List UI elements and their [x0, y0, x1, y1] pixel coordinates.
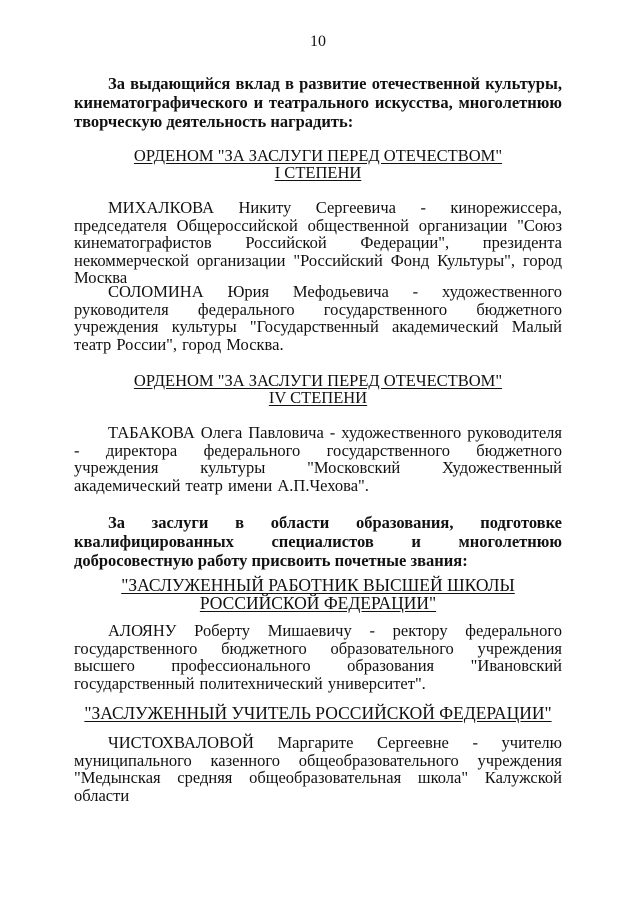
- recipient-entry: ЧИСТОХВАЛОВОЙ Маргарите Сергеевне - учителю муниципального казенного общеобразовательного учреждения "Медынская средняя общеобразовательная школа" Калужской области: [74, 733, 562, 805]
- award-heading-line: ОРДЕНОМ "ЗА ЗАСЛУГИ ПЕРЕД ОТЕЧЕСТВОМ": [133, 371, 503, 390]
- recipient-entry: СОЛОМИНА Юрия Мефодьевича - художественного руководителя федерального государственного бюджетного учреждения культуры "Государственный академический Малый театр России", город Москва.: [74, 282, 562, 354]
- section-intro-education: За заслуги в области образования, подготовке квалифицированных специалистов и многолетнюю добросовестную работу присвоить почетные звания:: [74, 513, 562, 570]
- award-heading-line: IV СТЕПЕНИ: [268, 388, 368, 407]
- section-intro-culture: За выдающийся вклад в развитие отечественной культуры, кинематографического и театрального искусства, многолетнюю творческую деятельность наградить:: [74, 74, 562, 131]
- title-heading-line: "ЗАСЛУЖЕННЫЙ РАБОТНИК ВЫСШЕЙ ШКОЛЫ: [121, 575, 515, 595]
- award-heading-line: ОРДЕНОМ "ЗА ЗАСЛУГИ ПЕРЕД ОТЕЧЕСТВОМ": [133, 146, 503, 165]
- award-heading-order-4th-degree: [74, 372, 562, 406]
- award-heading-line: I СТЕПЕНИ: [274, 163, 362, 182]
- recipient-entry: ТАБАКОВА Олега Павловича - художественного руководителя - директора федерального государственного бюджетного учреждения культуры "Московский Художественный академический театр имени А.П.Чехова".: [74, 423, 562, 495]
- title-heading-line: "ЗАСЛУЖЕННЫЙ УЧИТЕЛЬ РОССИЙСКОЙ ФЕДЕРАЦИИ": [84, 703, 552, 723]
- title-heading-higher-school: [74, 576, 562, 612]
- recipient-entry: АЛОЯНУ Роберту Мишаевичу - ректору федерального государственного бюджетного образовательного учреждения высшего профессионального образования "Ивановский государственный политехнический университет".: [74, 621, 562, 693]
- award-heading-order-1st-degree: [74, 147, 562, 181]
- title-heading-teacher: [74, 704, 562, 722]
- page-number: 10: [310, 33, 326, 50]
- recipient-entry: МИХАЛКОВА Никиту Сергеевича - кинорежиссера, председателя Общероссийской общественной организации "Союз кинематографистов Российской Федерации", президента некоммерческой организации "Российский Фонд Культуры", город Москва: [74, 198, 562, 287]
- title-heading-line: РОССИЙСКОЙ ФЕДЕРАЦИИ": [199, 593, 437, 613]
